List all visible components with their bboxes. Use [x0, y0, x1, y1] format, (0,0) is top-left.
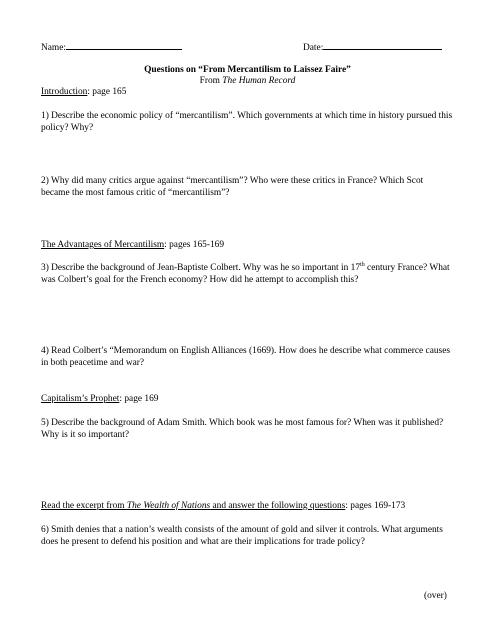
name-field	[41, 40, 182, 54]
date-blank-line	[323, 40, 442, 50]
question-6: 6) Smith denies that a nation’s wealth consists of the amount of gold and silver it controls. What arguments does he present to defend his position and what are their implications for trade policy?	[41, 525, 443, 547]
source-book-title: The Human Record	[222, 76, 296, 86]
name-blank-line	[66, 40, 182, 50]
section-heading: Introduction	[41, 87, 88, 97]
name-label: Name:	[41, 43, 66, 53]
source-prefix: From	[199, 76, 223, 86]
section-pages: : page 169	[119, 394, 159, 404]
section-heading-book: The Wealth of Nations	[126, 501, 211, 511]
section-heading-prefix: Read the excerpt from	[41, 501, 127, 511]
date-field	[303, 40, 442, 54]
section-pages: : pages 169-173	[345, 501, 406, 511]
section-heading-suffix: and answer the following questions	[210, 501, 346, 511]
section-heading: Capitalism’s Prophet	[41, 394, 120, 404]
question-5: 5) Describe the background of Adam Smith. Which book was he most famous for? When was it published? Why is it so important?	[41, 418, 444, 440]
question-1: 1) Describe the economic policy of “mercantilism”. Which governments at which time in history pursued this policy? Why?	[41, 111, 453, 133]
date-label: Date:	[303, 43, 324, 53]
section-pages: : page 165	[87, 87, 127, 97]
question-3: 3) Describe the background of Jean-Baptiste Colbert. Why was he so important in 17th century France? What was Colbert’s goal for the French economy? How did he attempt to accomplish this?	[41, 261, 450, 285]
section-introduction	[41, 86, 126, 98]
section-capitalisms-prophet	[41, 393, 158, 405]
question-2: 2) Why did many critics argue against “mercantilism”? Who were these critics in France? Which Scot became the most famous critic of “mercantilism”?	[41, 176, 424, 198]
question-4: 4) Read Colbert’s “Memorandum on English Alliances (1669). How does he describe what commerce causes in both peacetime and war?	[41, 346, 451, 368]
over-note: (over)	[424, 591, 447, 601]
section-advantages	[41, 239, 224, 251]
section-pages: : pages 165-169	[164, 240, 225, 250]
worksheet-title: Questions on “From Mercantilism to Laissez Faire”	[144, 65, 351, 75]
section-heading: The Advantages of Mercantilism	[41, 240, 165, 250]
section-wealth-of-nations	[41, 500, 405, 512]
